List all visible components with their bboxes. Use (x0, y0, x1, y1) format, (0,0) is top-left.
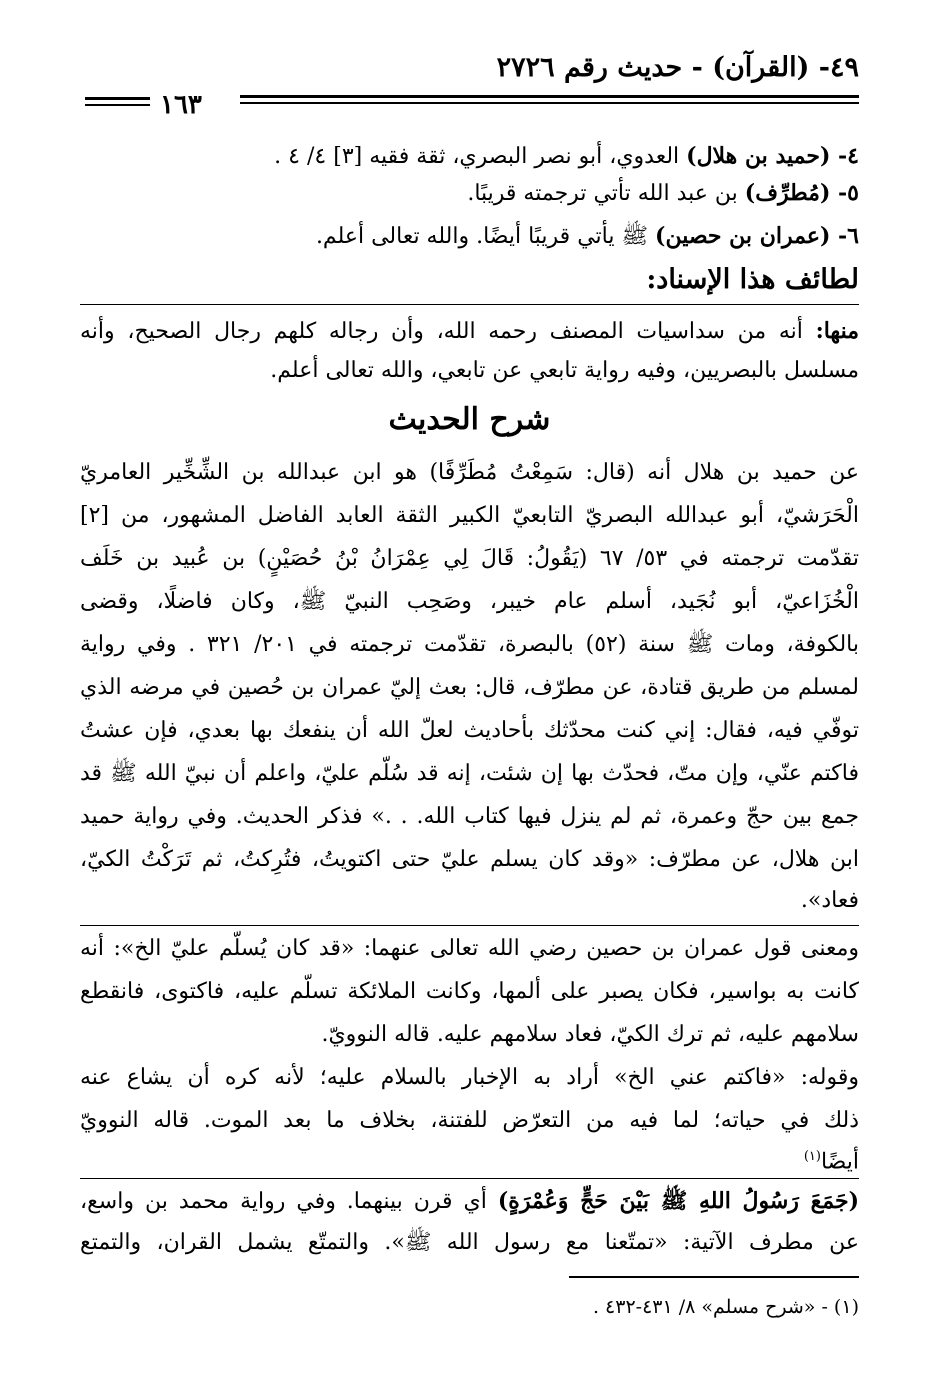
lataif-line (80, 320, 859, 343)
header-rule-left-upper (85, 97, 150, 100)
lataif-line: مسلسل بالبصريين، وفيه رواية تابعي عن تابعي، والله تعالى أعلم. (270, 358, 859, 383)
narrator-label: ٤- (حميد بن هلال) (686, 143, 859, 169)
paragraph-divider (80, 925, 859, 926)
jama-text: أي قرن بينهما. وفي رواية محمد بن واسع، (80, 1189, 498, 1214)
footnote-rule (569, 1276, 859, 1278)
qawluh-line: ذلك في حياته؛ لما فيه من التعرّض للفتنة، بخلاف ما بعد الموت. قاله النوويّ (80, 1108, 859, 1133)
narrator-text: ﷺ يأتي قريبًا أيضًا. والله تعالى أعلم. (315, 224, 656, 249)
body-line: لمسلم من طريق قتادة، عن مطرّف، قال: بعث إليّ عمران بن حُصين في مرضه الذي (80, 675, 859, 700)
body-line: فعاد». (800, 888, 859, 913)
footnote: (١) - «شرح مسلم» ٨/ ٤٣١-٤٣٢ . (592, 1296, 859, 1318)
qawluh-line: وقوله: «فاكتم عني الخ» أراد به الإخبار بالسلام عليه؛ لأنه كره أن يشاع عنه (80, 1065, 859, 1090)
meaning-line: سلامهم عليه، ثم ترك الكيّ، فعاد سلامهم عليه. قاله النوويّ. (321, 1022, 859, 1047)
header-rule-upper (240, 95, 859, 98)
body-line: الْخُزَاعيّ، أبو نُجَيد، أسلم عام خيبر، وصَحِب النبيّ ﷺ، وكان فاضلًا، وقضى (80, 589, 859, 614)
jama-line: عن مطرف الآتية: «تمتّعنا مع رسول الله ﷺ». والتمتّع يشمل القران، والتمتع (80, 1230, 859, 1255)
paragraph-divider (80, 1178, 859, 1179)
narrator-line (467, 182, 859, 205)
lataif-text: أنه من سداسيات المصنف رحمه الله، وأن رجاله كلهم رجال الصحيح، وأنه (80, 319, 816, 344)
footnote-marker: (١) (803, 1149, 821, 1164)
jama-line (80, 1190, 859, 1213)
meaning-line: كانت به بواسير، فكان يصبر على ألمها، وكانت الملائكة تسلّم عليه، فاكتوى، فانقطع (80, 979, 859, 1004)
body-line: ابن هلال، عن مطرّف: «وقد كان يسلم عليّ حتى اكتويتُ، فتُرِكتُ، ثم تَرَكْتُ الكيّ، (80, 847, 859, 872)
lataif-label: منها: (815, 318, 859, 344)
body-line: فاكتم عنّي، وإن متّ، فحدّث بها إن شئت، إنه قد سُلّم عليّ، واعلم أن نبيّ الله ﷺ قد (80, 761, 859, 786)
meaning-line: ومعنى قول عمران بن حصين رضي الله تعالى عنهما: «قد كان يُسلّم عليّ الخ»: أنه (80, 936, 859, 961)
body-line: توفّي فيه، فقال: إني كنت محدّثك بأحاديث لعلّ الله أن ينفعك بها بعدي، فإن عشتُ (80, 718, 859, 743)
body-line: الْحَرَشيّ، أبو عبدالله البصريّ التابعيّ الكبير الثقة العابد الفاضل المشهور، من [٢] (80, 503, 859, 528)
chapter-header: ٤٩- (القرآن) - حديث رقم ٢٧٢٦ (496, 52, 859, 83)
narrator-line (316, 225, 859, 248)
qawluh-line (804, 1150, 859, 1173)
header-rule-lower (240, 102, 859, 104)
body-line: جمع بين حجّ وعمرة، ثم لم ينزل فيها كتاب الله. . .» فذكر الحديث. وفي رواية حميد (80, 804, 859, 829)
body-line: عن حميد بن هلال أنه (قال: سَمِعْتُ مُطَرِّفًا) هو ابن عبدالله بن الشِّخِّير العامريّ (80, 460, 859, 485)
lataif-heading: لطائف هذا الإسناد: (646, 264, 859, 295)
body-line: بالكوفة، ومات ﷺ سنة (٥٢) بالبصرة، تقدّمت ترجمته في ٢٠١/ ٣٢١ . وفي رواية (80, 632, 859, 657)
narrator-label: ٦- (عمران بن حصين) (655, 223, 859, 249)
body-line: تقدّمت ترجمته في ٥٣/ ٦٧ (يَقُولُ: قَالَ لِي عِمْرَانُ بْنُ حُصَيْنٍ) بن عُبيد بن خَلَف (80, 546, 859, 571)
hadith-quote: (جَمَعَ رَسُولُ اللهِ ﷺ بَيْنَ حَجٍّ وَعُمْرَةٍ) (497, 1188, 859, 1214)
qawluh-text: أيضًا (820, 1149, 859, 1175)
narrator-line (274, 145, 859, 168)
page-number: ١٦٣ (160, 90, 202, 120)
narrator-label: ٥- (مُطرِّف) (744, 180, 859, 206)
narrator-text: العدوي، أبو نصر البصري، ثقة فقيه [٣] ٤/ ٤ . (274, 144, 687, 169)
section-divider (80, 304, 859, 305)
section-title: شرح الحديث (388, 402, 551, 437)
header-rule-left-lower (85, 104, 150, 106)
narrator-text: بن عبد الله تأتي ترجمته قريبًا. (467, 181, 745, 206)
